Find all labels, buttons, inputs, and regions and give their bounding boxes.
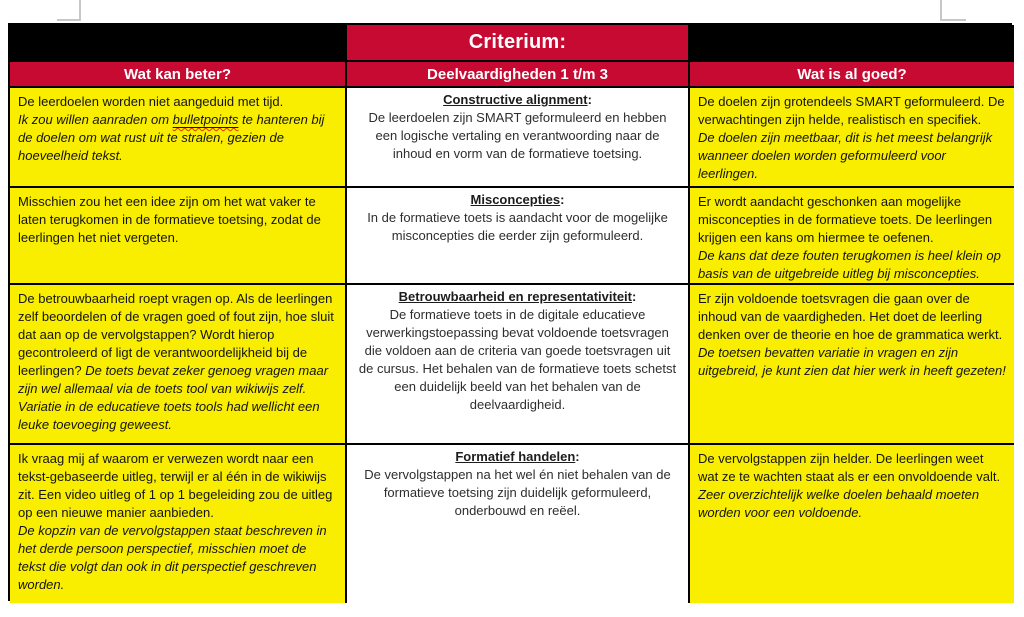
feedback-rubric-table: [8, 23, 1012, 601]
margin-guide-right-horizontal: [940, 19, 966, 21]
cell-criterium-row2: [347, 188, 690, 285]
criterium-banner-label: Criterium:: [468, 31, 567, 53]
criterium-body: In de formatieve toets is aandacht voor de mogelijke misconcepties die eerder zijn geformuleerd.: [367, 209, 668, 243]
cell-better-row4: Ik vraag mij af waarom er verwezen wordt naar een tekst-gebaseerde uitleg, terwijl er al één in de wikiwijs zit. Een video uitleg of 1 op 1 begeleiding zou de uitleg op een nieuwe manier aanbieden. De kopzin van de vervolgstappen staat beschreven in het derde persoon perspectief, misschien moet de tekst die volgt dan ook in dit perspectief geschreven worden.: [10, 445, 347, 603]
cell-criterium-row4: [347, 445, 690, 603]
column-header-wat-kan-beter: [10, 62, 347, 88]
cell-better-row3: De betrouwbaarheid roept vragen op. Als de leerlingen zelf beoordelen of de vragen goed of fout zijn, hoe sluit dat aan op de vervolgstappen? Wordt hierop gecontroleerd of ligt de verantwoordelijkheid bij de leerlingen? De toets bevat zeker genoeg vragen maar zijn wel allemaal via de toets tool van wikiwijs zelf. Variatie in de educatieve toets tools had wellicht een leuke toevoeging geweest.: [10, 285, 347, 445]
cell-good-row1: De doelen zijn grotendeels SMART geformuleerd. De verwachtingen zijn helde, realistisch en specifiek. De doelen zijn meetbaar, dit is het meest belangrijk wanneer doelen worden geformuleerd voor leerlingen.: [690, 88, 1014, 188]
margin-guide-left-horizontal: [57, 19, 81, 21]
column-header-deelvaardigheden: [347, 62, 690, 88]
criterium-banner: [347, 25, 690, 62]
cell-better-row2: Misschien zou het een idee zijn om het wat vaker te laten terugkomen in de formatieve toetsing, zodat de leerlingen het niet vergeten.: [10, 188, 347, 285]
cell-good-row3: Er zijn voldoende toetsvragen die gaan over de inhoud van de vaardigheden. Het doet de leerling denken over de theorie en hoe de grammatica werkt. De toetsen bevatten variatie in vragen en zijn uitgebreid, je kunt zien dat hier werk in heeft gezeten!: [690, 285, 1014, 445]
column-header-label: Wat is al goed?: [797, 65, 907, 83]
cell-better-row1: De leerdoelen worden niet aangeduid met tijd. Ik zou willen aanraden om bulletpoints te hanteren bij de doelen om wat rust uit te stralen, gezien de hoeveelheid tekst.: [10, 88, 347, 188]
column-header-label: Wat kan beter?: [124, 65, 231, 83]
cell-criterium-row3: [347, 285, 690, 445]
cell-good-row4: De vervolgstappen zijn helder. De leerlingen weet wat ze te wachten staat als er een onvoldoende valt. Zeer overzichtelijk welke doelen behaald moeten worden voor een voldoende.: [690, 445, 1014, 603]
cell-criterium-row1: [347, 88, 690, 188]
criterium-body: De formatieve toets in de digitale educatieve verwerkingstoepassing bevat voldoende toetsvragen die voldoen aan de criteria van goede toetsvragen uit de cursus. Het behalen van de formatieve toets schetst een duidelijk beeld van het behalen van de deelvaardigheid.: [358, 306, 677, 412]
criterium-title: Formatief handelen:: [455, 449, 580, 464]
column-header-label: Deelvaardigheden 1 t/m 3: [427, 65, 608, 83]
margin-guide-right-vertical: [940, 0, 942, 21]
criterium-body: De vervolgstappen na het wel én niet behalen van de formatieve toetsing zijn duidelijk geformuleerd, onderbouwd en reëel.: [364, 466, 671, 518]
top-banner-right-black: [690, 25, 1014, 62]
criterium-title: Misconcepties:: [470, 192, 565, 207]
margin-guide-left-vertical: [79, 0, 81, 21]
cell-good-row2: Er wordt aandacht geschonken aan mogelijke misconcepties in de formatieve toets. De leerlingen krijgen een kans om hiermee te oefenen. De kans dat deze fouten terugkomen is heel klein op basis van de uitgebreide uitleg bij misconcepties.: [690, 188, 1014, 285]
criterium-title: Constructive alignment:: [443, 92, 592, 107]
criterium-title: Betrouwbaarheid en representativiteit:: [398, 289, 637, 304]
column-header-wat-is-al-goed: [690, 62, 1014, 88]
top-banner-left-black: [10, 25, 347, 62]
criterium-body: De leerdoelen zijn SMART geformuleerd en hebben een logische vertaling en verantwoording naar de inhoud en vorm van de formatieve toetsing.: [368, 109, 667, 161]
